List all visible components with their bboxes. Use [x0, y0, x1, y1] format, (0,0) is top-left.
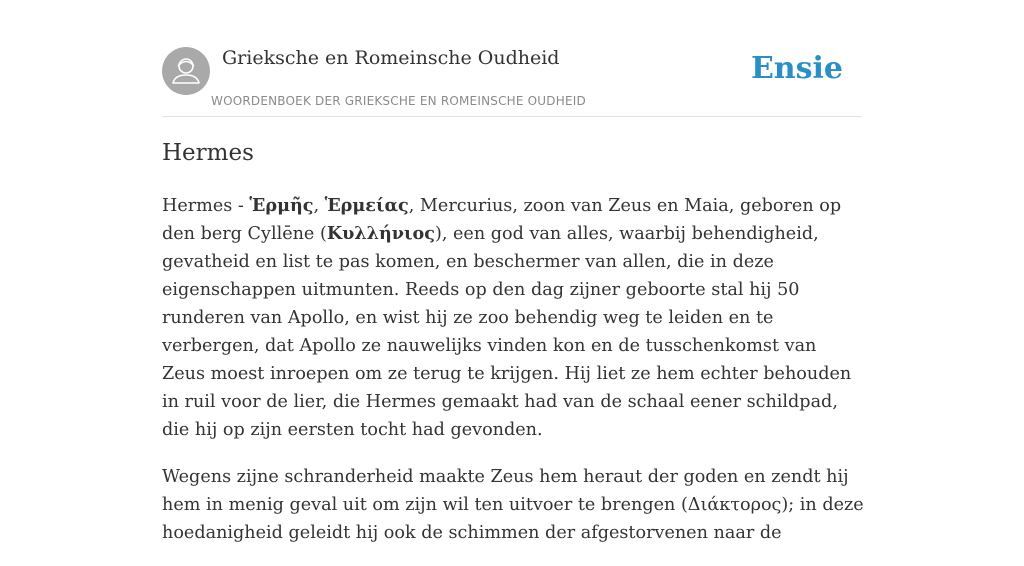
- source-title[interactable]: Grieksche en Romeinsche Oudheid: [222, 47, 560, 69]
- greek-term-kyllenios: Κυλλήνιος: [326, 223, 435, 244]
- user-icon: [162, 47, 210, 95]
- entry-title: Hermes: [162, 140, 254, 166]
- greek-term-hermeias: Ἑρμείας: [324, 195, 409, 216]
- greek-term-hermes: Ἑρμῆς: [249, 195, 314, 216]
- entry-text-1: , Mercurius, zoon van Zeus en Maia, geboren op den berg Cyllēne (: [162, 196, 842, 244]
- entry-lead: Hermes -: [162, 196, 250, 216]
- entry-body: [162, 192, 864, 566]
- entry-paragraph-2: Wegens zijne schranderheid maakte Zeus hem heraut der goden en zendt hij hem in menig geval uit om zijn wil ten uitvoer te brengen (Διάκτορος); in deze hoedanigheid geleidt hij ook de schimmen der afgestorvenen naar de: [162, 467, 864, 543]
- source-subtitle[interactable]: WOORDENBOEK DER GRIEKSCHE EN ROMEINSCHE OUDHEID: [211, 94, 586, 108]
- source-avatar[interactable]: [162, 47, 210, 95]
- entry-text-2: ), een god van alles, waarbij behendigheid, gevatheid en list te pas komen, en beschermer van allen, die in deze eigenschappen uitmunten. Reeds op den dag zijner geboorte stal hij 50 runderen van Apollo, en wist hij ze zoo behendig weg te leiden en te verbergen, dat Apollo ze nauwelijks vinden kon en de tusschenkomst van Zeus moest inroepen om ze terug te krijgen. Hij liet ze hem echter behouden in ruil voor de lier, die Hermes gemaakt had van de schaal eener schildpad, die hij op zijn eersten tocht had gevonden.: [162, 224, 852, 440]
- ensie-logo[interactable]: Ensie: [750, 51, 843, 86]
- source-header: [162, 46, 862, 117]
- entry-paragraph-1: [162, 192, 864, 444]
- entry-separator: ,: [313, 196, 325, 216]
